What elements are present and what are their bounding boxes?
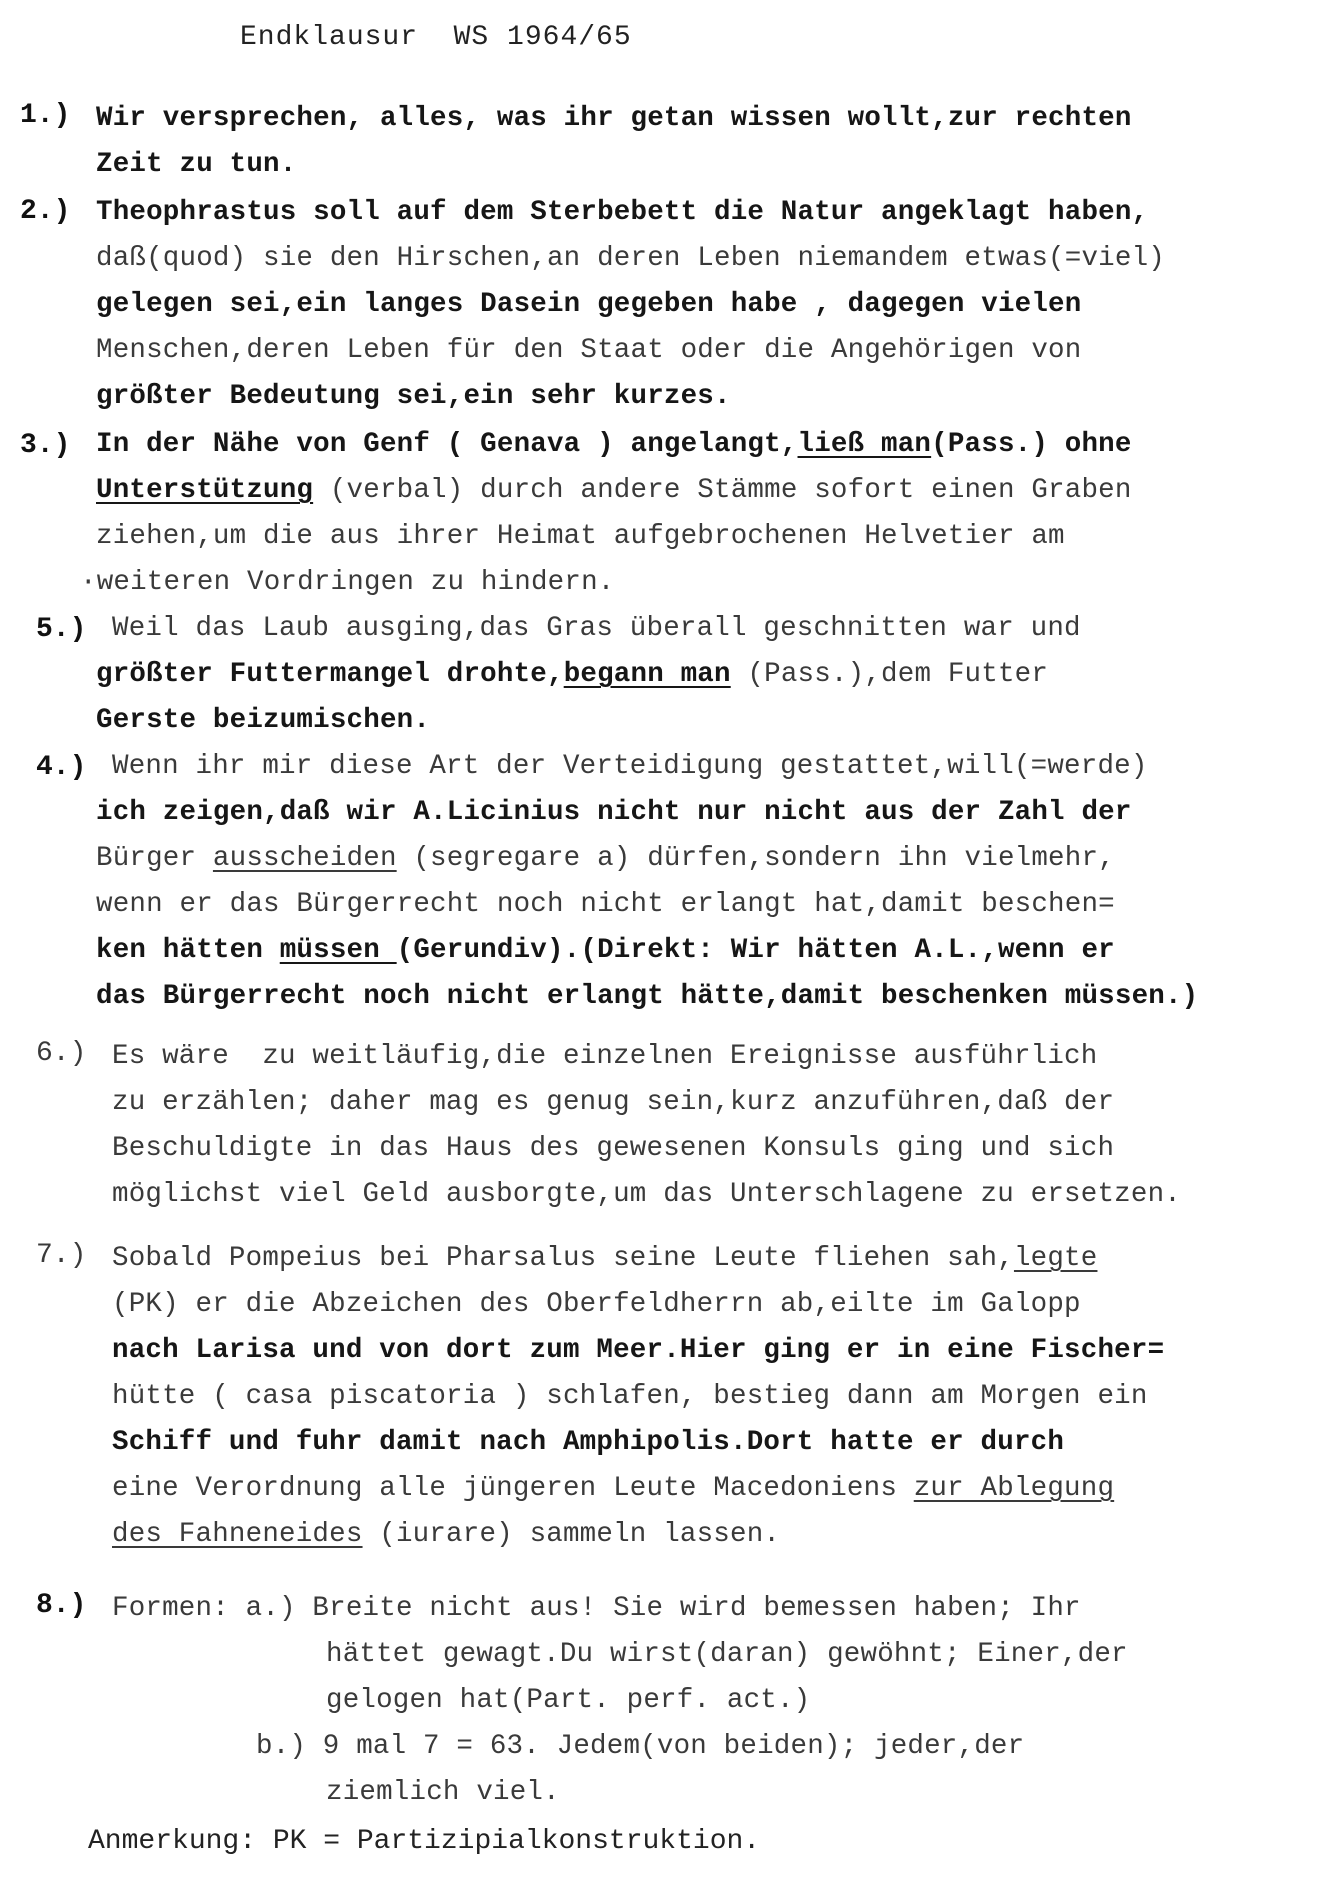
item-line: Theophrastus soll auf dem Sterbebett die Natur angeklagt haben, — [96, 197, 1149, 228]
item-line: hütte ( casa piscatoria ) schlafen, bestieg dann am Morgen ein — [112, 1381, 1148, 1412]
item-text: Sobald Pompeius bei Pharsalus seine Leute fliehen sah, — [112, 1243, 1014, 1274]
item-line: (PK) er die Abzeichen des Oberfeldherrn ab,eilte im Galopp — [112, 1289, 1081, 1320]
item-line — [96, 660, 1048, 690]
item-line: größter Bedeutung sei,ein sehr kurzes. — [96, 381, 731, 412]
item-line: zu erzählen; daher mag es genug sein,kurz anzuführen,daß der — [112, 1087, 1115, 1118]
item-number: 5.) — [36, 614, 87, 645]
item-line: Menschen,deren Leben für den Staat oder die Angehörigen von — [96, 335, 1082, 366]
item-line: das Bürgerrecht noch nicht erlangt hätte,damit beschenken müssen.) — [96, 981, 1199, 1012]
item-text: weiteren Vordringen zu hindern. — [96, 567, 615, 598]
item-line: ich zeigen,daß wir A.Licinius nicht nur nicht aus der Zahl der — [96, 797, 1132, 828]
item-line: Formen: a.) Breite nicht aus! Sie wird bemessen haben; Ihr — [112, 1593, 1081, 1624]
item-line — [96, 844, 1115, 874]
item-line: ziemlich viel. — [326, 1777, 560, 1808]
item-number: 6.) — [36, 1038, 87, 1069]
item-line: b.) 9 mal 7 = 63. Jedem(von beiden); jeder,der — [256, 1731, 1025, 1762]
item-text: (Pass.) ohne — [931, 429, 1132, 460]
underlined-phrase: des Fahneneides — [112, 1519, 363, 1550]
item-line: Wenn ihr mir diese Art der Verteidigung gestattet,will(=werde) — [112, 751, 1148, 782]
item-text: größter Futtermangel drohte, — [96, 659, 564, 690]
item-line: daß(quod) sie den Hirschen,an deren Leben niemandem etwas(=viel) — [96, 243, 1165, 274]
item-line: gelegen sei,ein langes Dasein gegeben habe , dagegen vielen — [96, 289, 1082, 320]
item-text: (Gerundiv).(Direkt: Wir hätten A.L.,wenn er — [396, 935, 1115, 966]
item-line — [112, 1520, 780, 1550]
item-line: Beschuldigte in das Haus des gewesenen Konsuls ging und sich — [112, 1133, 1115, 1164]
item-line: Es wäre zu weitläufig,die einzelnen Ereignisse ausführlich — [112, 1041, 1098, 1072]
underlined-phrase: müssen — [279, 935, 397, 966]
item-line — [80, 568, 615, 598]
underlined-phrase: legte — [1013, 1243, 1098, 1274]
item-number: 8.) — [36, 1590, 87, 1621]
item-number: 3.) — [20, 430, 71, 461]
item-line — [96, 476, 1132, 506]
item-line: hättet gewagt.Du wirst(daran) gewöhnt; Einer,der — [326, 1639, 1128, 1670]
underlined-phrase: begann man — [563, 659, 731, 690]
item-line — [112, 1474, 1114, 1504]
item-text: (segregare a) dürfen,sondern ihn vielmehr, — [396, 843, 1115, 874]
item-line: ziehen,um die aus ihrer Heimat aufgebrochenen Helvetier am — [96, 521, 1065, 552]
underlined-phrase: ließ man — [797, 429, 932, 460]
item-text: In der Nähe von Genf ( Genava ) angelangt, — [96, 429, 798, 460]
item-text: eine Verordnung alle jüngeren Leute Macedoniens — [112, 1473, 914, 1504]
item-line: Gerste beizumischen. — [96, 705, 431, 736]
item-line: möglichst viel Geld ausborgte,um das Unterschlagene zu ersetzen. — [112, 1179, 1181, 1210]
footnote: Anmerkung: PK = Partizipialkonstruktion. — [88, 1826, 761, 1857]
item-line — [112, 1244, 1097, 1274]
item-line: Schiff und fuhr damit nach Amphipolis.Dort hatte er durch — [112, 1427, 1065, 1458]
item-line: gelogen hat(Part. perf. act.) — [326, 1685, 811, 1716]
exam-title: Endklausur WS 1964/65 — [240, 22, 632, 53]
underlined-phrase: Unterstützung — [96, 475, 314, 506]
bullet: · — [80, 567, 97, 598]
item-line: wenn er das Bürgerrecht noch nicht erlangt hat,damit beschen= — [96, 889, 1115, 920]
item-line: Weil das Laub ausging,das Gras überall geschnitten war und — [112, 613, 1081, 644]
item-text: Bürger — [96, 843, 213, 874]
item-number: 2.) — [20, 196, 71, 227]
item-text: (verbal) durch andere Stämme sofort einen Graben — [313, 475, 1132, 506]
item-number: 4.) — [36, 752, 87, 783]
item-text: (iurare) sammeln lassen. — [362, 1519, 781, 1550]
item-line: Zeit zu tun. — [96, 149, 297, 180]
item-line: Wir versprechen, alles, was ihr getan wissen wollt,zur rechten — [96, 103, 1132, 134]
item-line — [96, 936, 1115, 966]
item-line — [96, 430, 1132, 460]
item-text: (Pass.),dem Futter — [730, 659, 1049, 690]
underlined-phrase: zur Ablegung — [913, 1473, 1115, 1504]
item-line: nach Larisa und von dort zum Meer.Hier ging er in eine Fischer= — [112, 1335, 1165, 1366]
item-text: ken hätten — [96, 935, 280, 966]
item-number: 1.) — [20, 100, 71, 131]
underlined-phrase: ausscheiden — [212, 843, 397, 874]
item-number: 7.) — [36, 1240, 87, 1271]
